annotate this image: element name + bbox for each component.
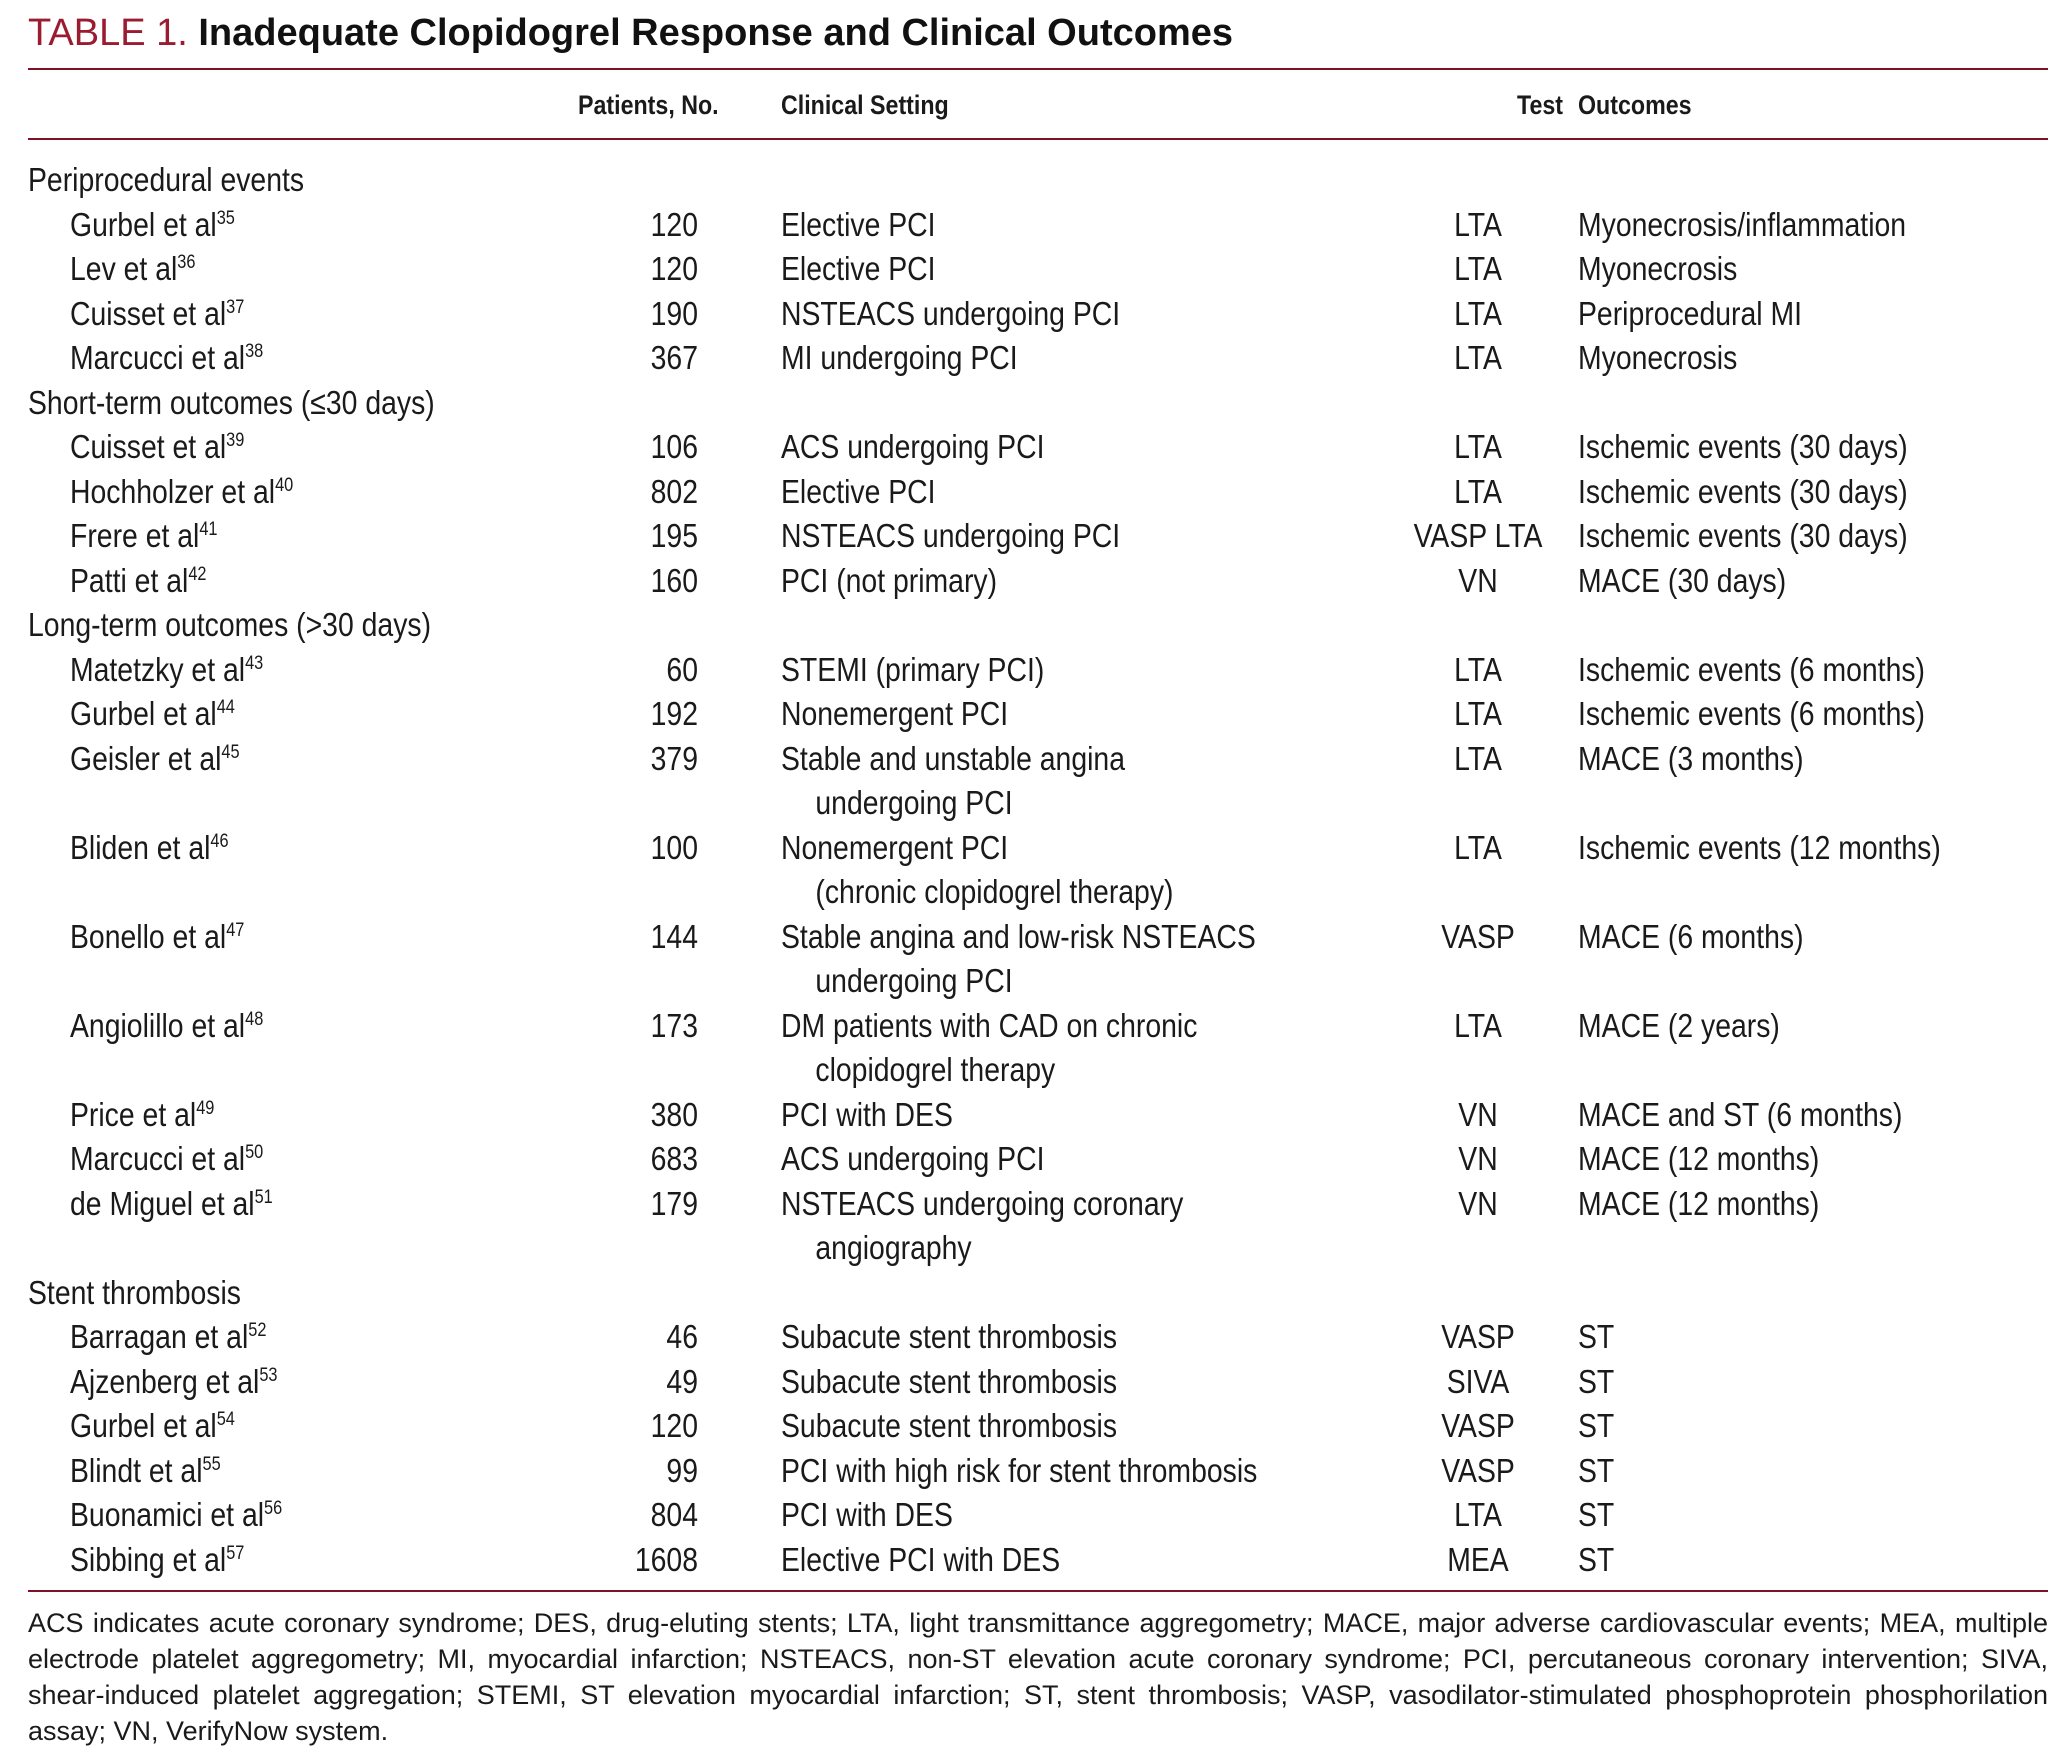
section-row: [28, 603, 2048, 648]
test-cell: LTA: [1454, 650, 1502, 688]
setting-line: Nonemergent PCI: [781, 695, 1009, 732]
table-row: [28, 1404, 2048, 1449]
outcome-cell: MACE (3 months): [1578, 739, 1804, 777]
reference-number: 51: [254, 1186, 273, 1208]
table-row: [28, 692, 2048, 737]
patients-cell: 190: [650, 294, 698, 332]
column-header-patients: Patients, No.: [578, 90, 719, 120]
reference-number: 53: [259, 1364, 278, 1386]
study-cell: [70, 247, 195, 292]
patients-cell: 160: [650, 561, 698, 599]
table-body: [28, 158, 2048, 1582]
setting-cell: [781, 826, 1173, 915]
outcome-cell: MACE and ST (6 months): [1578, 1095, 1903, 1133]
test-cell: SIVA: [1446, 1362, 1510, 1400]
setting-cell: [781, 203, 936, 248]
table-row: [28, 1315, 2048, 1360]
test-cell: LTA: [1454, 339, 1502, 376]
table-footnote: ACS indicates acute coronary syndrome; DES, drug-eluting stents; LTA, light transmittance aggregometry; MACE, major adverse cardiovascular events; MEA, multiple electrode platelet aggregometry; MI, myocardial infarction; NSTEACS, non-ST elevation acute coronary syndrome; PCI, percutaneous coronary intervention; SIVA, shear-induced platelet aggregation; STEMI, ST elevation myocardial infarction; ST, stent thrombosis; VASP, vasodilator-stimulated phosphoprotein phosphorilation assay; VN, VerifyNow system.: [28, 1608, 2048, 1746]
reference-number: 46: [210, 830, 229, 852]
setting-line: Subacute stent thrombosis: [781, 1362, 1118, 1400]
test-cell: VN: [1458, 1184, 1498, 1222]
section-title: Long-term outcomes (>30 days): [28, 606, 432, 643]
test-cell: VASP: [1441, 1318, 1515, 1355]
patients-cell: 144: [650, 917, 698, 955]
setting-cell: [781, 915, 1256, 1004]
study-cell: [70, 1538, 244, 1583]
study-name: Cuisset et al: [70, 294, 227, 332]
outcome-cell: Myonecrosis: [1578, 339, 1738, 376]
outcome-cell: ST: [1578, 1496, 1615, 1533]
setting-line: Stable angina and low-risk NSTEACS: [781, 917, 1256, 955]
reference-number: 49: [196, 1097, 215, 1119]
table-row: [28, 915, 2048, 1004]
study-name: Sibbing et al: [70, 1540, 227, 1578]
study-cell: [70, 425, 244, 470]
study-cell: [70, 1360, 278, 1405]
setting-line: Elective PCI with DES: [781, 1540, 1061, 1578]
outcome-cell: MACE (30 days): [1578, 561, 1787, 599]
setting-cell: [781, 1360, 1117, 1405]
table-row: [28, 292, 2048, 337]
table-row: [28, 1004, 2048, 1093]
study-cell: [70, 826, 229, 871]
outcome-cell: Ischemic events (12 months): [1578, 828, 1941, 866]
setting-line: PCI with high risk for stent thrombosis: [781, 1451, 1258, 1489]
patients-cell: 802: [650, 472, 698, 510]
table-row: [28, 514, 2048, 559]
study-cell: [70, 470, 293, 515]
setting-line: Elective PCI: [781, 250, 936, 287]
section-title: Periprocedural events: [28, 161, 305, 198]
reference-number: 57: [226, 1542, 245, 1564]
test-cell: VN: [1458, 1095, 1498, 1133]
outcome-cell: ST: [1578, 1451, 1615, 1489]
table-row: [28, 247, 2048, 292]
study-name: Angiolillo et al: [70, 1006, 246, 1044]
study-cell: [70, 292, 244, 337]
reference-number: 48: [245, 1008, 264, 1030]
table-row: [28, 826, 2048, 915]
study-name: Buonamici et al: [70, 1496, 265, 1533]
reference-number: 56: [264, 1498, 283, 1519]
patients-cell: 60: [666, 650, 698, 688]
outcome-cell: ST: [1578, 1318, 1615, 1355]
top-rule: [28, 68, 2048, 70]
study-name: Matetzky et al: [70, 650, 246, 688]
study-cell: [70, 1004, 263, 1049]
outcome-cell: Ischemic events (6 months): [1578, 695, 1925, 732]
reference-number: 38: [245, 341, 264, 362]
section-row: [28, 1271, 2048, 1316]
setting-line: NSTEACS undergoing coronary: [781, 1184, 1184, 1222]
outcome-cell: ST: [1578, 1362, 1615, 1400]
reference-number: 40: [275, 474, 294, 496]
patients-cell: 120: [650, 250, 698, 287]
reference-number: 45: [221, 741, 240, 763]
setting-cell: [781, 1004, 1197, 1093]
column-header-test: Test: [1516, 90, 1564, 120]
setting-line: STEMI (primary PCI): [781, 650, 1045, 688]
study-cell: [70, 915, 244, 960]
outcome-cell: Periprocedural MI: [1578, 294, 1802, 332]
patients-cell: 100: [650, 828, 698, 866]
table-row: [28, 1493, 2048, 1538]
outcome-cell: MACE (12 months): [1578, 1140, 1820, 1177]
study-name: Bonello et al: [70, 917, 227, 955]
study-name: Geisler et al: [70, 739, 222, 777]
setting-cell: [781, 1182, 1183, 1271]
bottom-rule: [28, 1590, 2048, 1592]
reference-number: 37: [226, 296, 245, 318]
outcome-cell: ST: [1578, 1540, 1615, 1578]
patients-cell: 195: [650, 517, 698, 554]
outcome-cell: Myonecrosis: [1578, 250, 1738, 287]
patients-cell: 1608: [634, 1540, 698, 1578]
setting-cell: [781, 1538, 1060, 1583]
setting-cell: [781, 425, 1044, 470]
setting-cell: [781, 1449, 1257, 1494]
section-title: Short-term outcomes (≤30 days): [28, 383, 435, 421]
study-name: Barragan et al: [70, 1318, 249, 1355]
patients-cell: 49: [666, 1362, 698, 1400]
setting-line: undergoing PCI: [815, 784, 1013, 821]
study-cell: [70, 1493, 282, 1538]
table-row: [28, 203, 2048, 248]
test-cell: LTA: [1454, 739, 1502, 777]
reference-number: 42: [188, 563, 207, 585]
setting-line: (chronic clopidogrel therapy): [815, 873, 1174, 910]
setting-line: clopidogrel therapy: [815, 1051, 1056, 1088]
reference-number: 50: [245, 1142, 264, 1163]
study-name: Blindt et al: [70, 1451, 203, 1489]
test-cell: VASP: [1441, 1451, 1515, 1489]
patients-cell: 173: [650, 1006, 698, 1044]
study-name: Bliden et al: [70, 828, 211, 866]
setting-cell: [781, 1404, 1117, 1449]
reference-number: 35: [216, 207, 235, 229]
study-name: de Miguel et al: [70, 1184, 255, 1222]
setting-line: NSTEACS undergoing PCI: [781, 517, 1121, 554]
setting-cell: [781, 1493, 953, 1538]
table-row: [28, 1538, 2048, 1583]
test-cell: VN: [1458, 561, 1498, 599]
outcome-cell: Myonecrosis/inflammation: [1578, 205, 1907, 243]
patients-cell: 380: [650, 1095, 698, 1133]
test-cell: LTA: [1454, 294, 1502, 332]
test-cell: LTA: [1454, 828, 1502, 866]
setting-cell: [781, 648, 1044, 693]
outcome-cell: Ischemic events (30 days): [1578, 517, 1908, 554]
setting-line: PCI with DES: [781, 1095, 953, 1133]
patients-cell: 46: [666, 1318, 698, 1355]
setting-line: Subacute stent thrombosis: [781, 1318, 1118, 1355]
study-cell: [70, 559, 206, 604]
reference-number: 36: [177, 252, 196, 273]
study-name: Gurbel et al: [70, 1407, 217, 1444]
table-row: [28, 1449, 2048, 1494]
reference-number: 43: [245, 652, 264, 674]
setting-cell: [781, 1093, 953, 1138]
study-name: Ajzenberg et al: [70, 1362, 260, 1400]
study-name: Marcucci et al: [70, 1140, 246, 1177]
test-cell: LTA: [1454, 1006, 1502, 1044]
column-header-outcomes: Outcomes: [1578, 90, 1692, 120]
patients-cell: 179: [650, 1184, 698, 1222]
setting-cell: [781, 336, 1018, 381]
setting-cell: [781, 1137, 1044, 1182]
patients-cell: 120: [650, 205, 698, 243]
setting-line: angiography: [815, 1229, 972, 1266]
setting-line: ACS undergoing PCI: [781, 1140, 1045, 1177]
setting-line: NSTEACS undergoing PCI: [781, 294, 1121, 332]
reference-number: 41: [199, 519, 218, 540]
section-row: [28, 381, 2048, 426]
study-cell: [70, 1315, 266, 1360]
reference-number: 47: [226, 919, 245, 941]
study-cell: [70, 1137, 263, 1182]
study-cell: [70, 1449, 221, 1494]
study-cell: [70, 336, 263, 381]
setting-line: Subacute stent thrombosis: [781, 1407, 1118, 1444]
setting-line: Nonemergent PCI: [781, 828, 1009, 866]
study-cell: [70, 1182, 273, 1227]
table-row: [28, 425, 2048, 470]
setting-line: Elective PCI: [781, 472, 936, 510]
setting-line: undergoing PCI: [815, 962, 1013, 999]
column-header-setting: Clinical Setting: [781, 90, 949, 120]
test-cell: MEA: [1447, 1540, 1509, 1578]
patients-cell: 367: [650, 339, 698, 376]
table-row: [28, 336, 2048, 381]
setting-cell: [781, 292, 1120, 337]
table-row: [28, 648, 2048, 693]
test-cell: LTA: [1454, 472, 1502, 510]
test-cell: LTA: [1454, 428, 1502, 465]
setting-cell: [781, 1315, 1117, 1360]
setting-line: Stable and unstable angina: [781, 739, 1125, 777]
outcome-cell: Ischemic events (30 days): [1578, 472, 1908, 510]
table-row: [28, 737, 2048, 826]
setting-cell: [781, 559, 997, 604]
study-cell: [70, 203, 235, 248]
study-name: Lev et al: [70, 250, 178, 287]
setting-cell: [781, 692, 1008, 737]
table-row: [28, 1182, 2048, 1271]
setting-line: MI undergoing PCI: [781, 339, 1018, 376]
study-cell: [70, 1093, 214, 1138]
test-cell: LTA: [1454, 695, 1502, 732]
patients-cell: 192: [650, 695, 698, 732]
outcome-cell: MACE (6 months): [1578, 917, 1804, 955]
study-name: Hochholzer et al: [70, 472, 276, 510]
patients-cell: 99: [666, 1451, 698, 1489]
table-row: [28, 559, 2048, 604]
patients-cell: 804: [650, 1496, 698, 1533]
study-cell: [70, 514, 218, 559]
outcome-cell: ST: [1578, 1407, 1615, 1444]
patients-cell: 120: [650, 1407, 698, 1444]
header-rule: [28, 138, 2048, 140]
reference-number: 54: [216, 1409, 235, 1430]
table-row: [28, 470, 2048, 515]
table-title-text: Inadequate Clopidogrel Response and Clinical Outcomes: [198, 12, 1234, 54]
patients-cell: 379: [650, 739, 698, 777]
section-title: Stent thrombosis: [28, 1273, 241, 1311]
patients-cell: 683: [650, 1140, 698, 1177]
table-row: [28, 1360, 2048, 1405]
table-title: [28, 8, 1233, 58]
patients-cell: 106: [650, 428, 698, 465]
setting-line: Elective PCI: [781, 205, 936, 243]
study-cell: [70, 692, 235, 737]
study-name: Frere et al: [70, 517, 200, 554]
study-name: Price et al: [70, 1095, 197, 1133]
reference-number: 52: [248, 1320, 267, 1341]
outcome-cell: MACE (2 years): [1578, 1006, 1780, 1044]
test-cell: VN: [1458, 1140, 1498, 1177]
study-name: Patti et al: [70, 561, 189, 599]
study-cell: [70, 648, 263, 693]
test-cell: VASP LTA: [1413, 517, 1543, 554]
setting-line: ACS undergoing PCI: [781, 428, 1045, 465]
outcome-cell: Ischemic events (30 days): [1578, 428, 1908, 465]
setting-line: DM patients with CAD on chronic: [781, 1006, 1198, 1044]
test-cell: LTA: [1454, 1496, 1502, 1533]
study-name: Marcucci et al: [70, 339, 246, 376]
setting-cell: [781, 737, 1125, 826]
test-cell: LTA: [1454, 250, 1502, 287]
reference-number: 39: [226, 430, 245, 451]
setting-cell: [781, 514, 1120, 559]
section-row: [28, 158, 2048, 203]
setting-cell: [781, 470, 936, 515]
test-cell: VASP: [1441, 917, 1515, 955]
study-name: Gurbel et al: [70, 695, 217, 732]
study-cell: [70, 1404, 235, 1449]
outcome-cell: MACE (12 months): [1578, 1184, 1820, 1222]
study-cell: [70, 737, 240, 782]
test-cell: LTA: [1454, 205, 1502, 243]
setting-line: PCI (not primary): [781, 561, 998, 599]
study-name: Cuisset et al: [70, 428, 227, 465]
setting-line: PCI with DES: [781, 1496, 953, 1533]
test-cell: VASP: [1441, 1407, 1515, 1444]
table-row: [28, 1093, 2048, 1138]
setting-cell: [781, 247, 936, 292]
study-name: Gurbel et al: [70, 205, 217, 243]
reference-number: 55: [202, 1453, 221, 1475]
outcome-cell: Ischemic events (6 months): [1578, 650, 1925, 688]
reference-number: 44: [216, 697, 235, 718]
table-label: TABLE 1.: [28, 12, 188, 54]
table-row: [28, 1137, 2048, 1182]
